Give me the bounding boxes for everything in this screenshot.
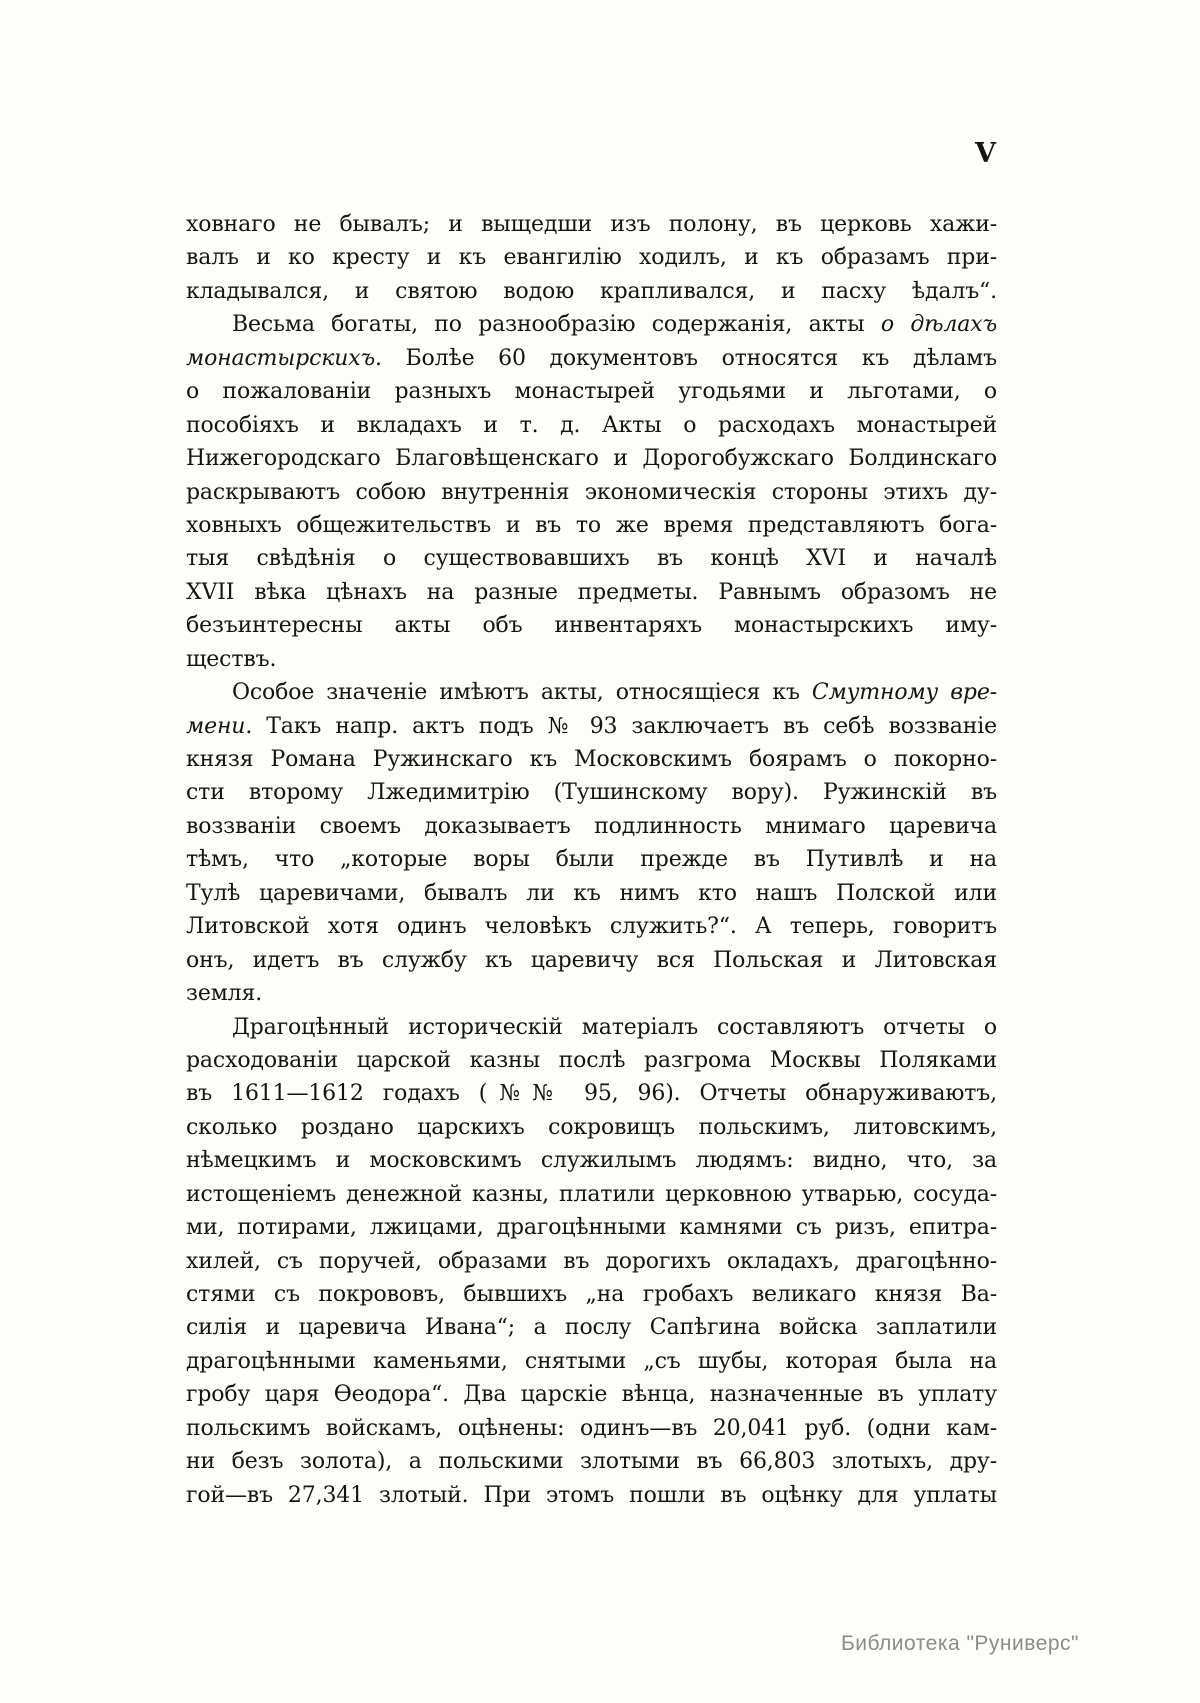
text-segment: Нижегородскаго Благовѣщенскаго и Дорогобужскаго Болдинскаго	[186, 446, 997, 472]
text-segment: Драгоцѣнный историческій матеріалъ составляютъ отчеты о	[232, 1014, 997, 1040]
text-line-p2-6	[186, 476, 997, 509]
text-segment: въ 1611—1612 годахъ (№№ 95, 96). Отчеты обнаруживаютъ,	[186, 1081, 997, 1107]
text-line-p3-9	[186, 944, 997, 977]
text-segment: Литовской хотя одинъ человѣкъ служить?“. А теперь, говоритъ	[186, 914, 997, 940]
text-line-p1-2	[186, 241, 997, 274]
text-segment: онъ, идетъ въ службу къ царевичу вся Польская и Литовская	[186, 947, 997, 973]
text-line-p4-13	[186, 1412, 997, 1445]
text-line-p2-1	[186, 308, 997, 341]
text-segment: XVII вѣка цѣнахъ на разные предметы. Равнымъ образомъ не	[186, 579, 997, 605]
text-segment: Особое значеніе имѣютъ акты, относящіеся къ	[232, 680, 812, 706]
text-segment: нѣмецкимъ и московскимъ служилымъ людямъ: видно, что, за	[186, 1148, 997, 1174]
text-line-p3-2	[186, 710, 997, 743]
text-line-p4-9	[186, 1278, 997, 1311]
text-line-p4-3	[186, 1077, 997, 1110]
text-segment: сколько роздано царскихъ сокровищъ польскимъ, литовскимъ,	[186, 1114, 997, 1140]
text-segment: валъ и ко кресту и къ евангилію ходилъ, и къ образамъ при-	[186, 245, 997, 271]
text-segment: гробу царя Ѳеодора“. Два царскіе вѣнца, назначенные въ уплату	[186, 1382, 997, 1408]
text-line-p2-5	[186, 442, 997, 475]
text-line-p4-12	[186, 1378, 997, 1411]
text-segment: воззваніи своемъ доказываетъ подлинность мнимаго царевича	[186, 813, 997, 839]
text-block	[186, 208, 997, 1512]
text-segment: о пожалованіи разныхъ монастырей угодьями и льготами, о	[186, 379, 997, 405]
text-line-p4-4	[186, 1111, 997, 1144]
text-segment: ховныхъ общежительствъ и въ то же время представляютъ бога-	[186, 512, 997, 538]
text-line-p2-11	[186, 643, 997, 676]
text-line-p2-9	[186, 576, 997, 609]
text-segment: ховнаго не бывалъ; и выщедши изъ полону, въ церковь хажи-	[186, 212, 997, 237]
text-line-p4-5	[186, 1144, 997, 1177]
text-segment: хилей, съ поручей, образами въ дорогихъ окладахъ, драгоцѣнно-	[186, 1248, 997, 1274]
text-line-p1-1	[186, 208, 997, 241]
text-segment: . Такъ напр. актъ подъ № 93 заключаетъ въ себѣ воззваніе	[245, 713, 997, 739]
text-segment: Тулѣ царевичами, бывалъ ли къ нимъ кто нашъ Полской или	[186, 880, 997, 906]
text-segment: земля.	[186, 981, 263, 1007]
italic-text-segment: Смутному вре-	[811, 680, 997, 706]
text-segment: расходованіи царской казны послѣ разгрома Москвы Поляками	[186, 1047, 997, 1073]
text-line-p2-3	[186, 375, 997, 408]
library-watermark: Библиотека "Руниверс"	[840, 1632, 1079, 1655]
page-number: V	[975, 138, 997, 169]
text-line-p4-15	[186, 1479, 997, 1512]
text-segment: Весьма богаты, по разнообразію содержанія, акты	[232, 312, 881, 338]
text-line-p4-1	[186, 1011, 997, 1044]
text-segment: тыя свѣдѣнія о существовавшихъ въ концѣ XVI и началѣ	[186, 546, 997, 572]
text-line-p4-6	[186, 1178, 997, 1211]
text-line-p2-4	[186, 409, 997, 442]
text-segment: тѣмъ, что „которые воры были прежде въ Путивлѣ и на	[186, 847, 997, 873]
text-segment: ни безъ золота), а польскими злотыми въ 66,803 злотыхъ, дру-	[186, 1449, 997, 1475]
text-segment: раскрываютъ собою внутреннія экономическія стороны этихъ ду-	[186, 479, 997, 505]
text-segment: пособіяхъ и вкладахъ и т. д. Акты о расходахъ монастырей	[186, 412, 997, 438]
text-segment: гой—въ 27,341 злотый. При этомъ пошли въ оцѣнку для уплаты	[186, 1482, 997, 1508]
text-line-p4-14	[186, 1445, 997, 1478]
text-segment: польскимъ войскамъ, оцѣнены: одинъ—въ 20,041 руб. (одни кам-	[186, 1415, 997, 1441]
text-line-p4-7	[186, 1211, 997, 1244]
text-line-p4-10	[186, 1311, 997, 1344]
text-segment: безъинтересны акты объ инвентаряхъ монастырскихъ иму-	[186, 613, 997, 639]
text-line-p2-2	[186, 342, 997, 375]
text-segment: драгоцѣнными каменьями, снятыми „съ шубы, которая была на	[186, 1348, 997, 1374]
text-line-p3-5	[186, 810, 997, 843]
text-segment: князя Романа Ружинскаго къ Московскимъ боярамъ о покорно-	[186, 747, 997, 772]
text-segment: кладывался, и святою водою крапливался, и пасху ѣдалъ“.	[186, 278, 997, 304]
text-line-p3-1	[186, 676, 997, 709]
text-line-p3-6	[186, 843, 997, 876]
italic-text-segment: мени	[186, 713, 246, 739]
text-line-p3-3	[186, 743, 997, 776]
text-segment: ществъ.	[186, 646, 277, 672]
text-line-p3-4	[186, 776, 997, 809]
text-line-p4-8	[186, 1245, 997, 1278]
italic-text-segment: о дѣлахъ	[880, 312, 997, 338]
text-segment: ми, потирами, лжицами, драгоцѣнными камнями съ ризъ, епитра-	[186, 1215, 997, 1241]
text-line-p2-8	[186, 542, 997, 575]
text-line-p4-11	[186, 1345, 997, 1378]
text-line-p1-3	[186, 275, 997, 308]
text-segment: сти второму Лжедимитрію (Тушинскому вору). Ружинскій въ	[186, 780, 997, 806]
text-line-p3-7	[186, 877, 997, 910]
italic-text-segment: монастырскихъ	[186, 345, 376, 371]
text-line-p3-10	[186, 977, 997, 1010]
text-segment: . Болѣе 60 документовъ относятся къ дѣламъ	[375, 345, 997, 371]
text-line-p3-8	[186, 910, 997, 943]
text-segment: силія и царевича Ивана“; а послу Сапѣгина войска заплатили	[186, 1315, 997, 1341]
text-line-p4-2	[186, 1044, 997, 1077]
text-line-p2-10	[186, 609, 997, 642]
text-segment: стями съ покрововъ, бывшихъ „на гробахъ великаго князя Ва-	[186, 1282, 997, 1307]
text-segment: истощеніемъ денежной казны, платили церковною утварью, сосуда-	[186, 1181, 997, 1207]
text-line-p2-7	[186, 509, 997, 542]
